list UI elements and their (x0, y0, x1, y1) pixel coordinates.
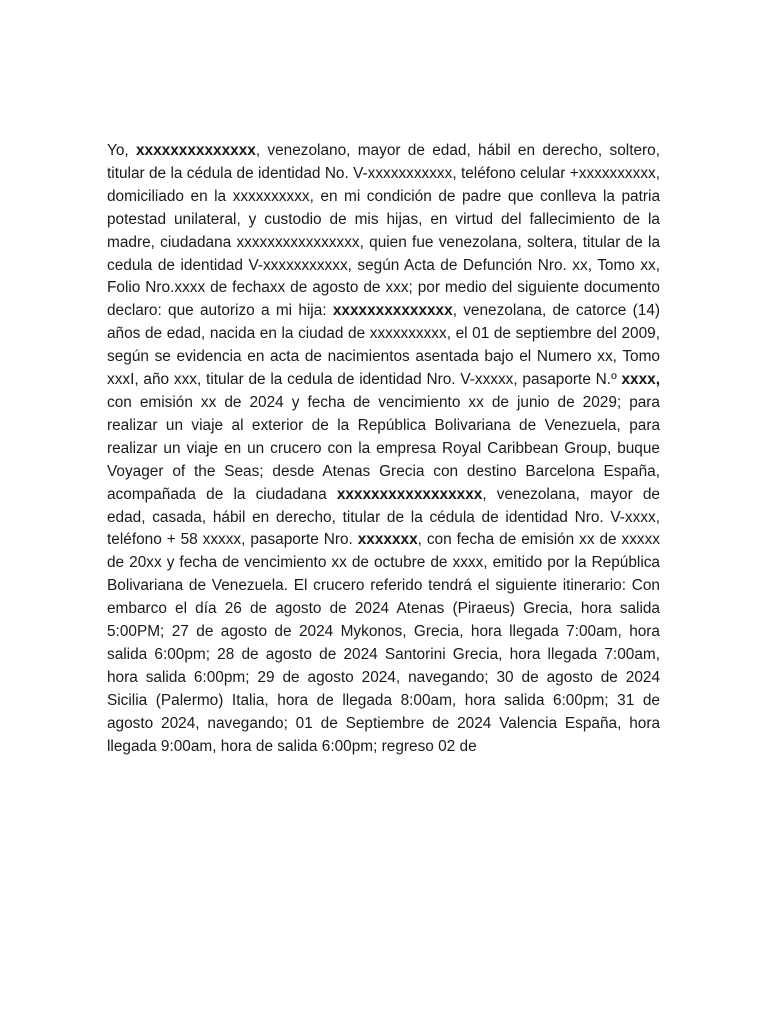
text-segment: con emisión xx de 2024 y fecha de vencimiento xx de junio de 2029; para realizar un viaje al exterior de la República Bolivariana de Venezuela, para realizar un viaje en un crucero con la empresa Royal Caribbean Group, buque Voyager of the Seas; desde Atenas Grecia con destino Barcelona España, acompañada de la ciudadana (107, 393, 660, 503)
authorization-paragraph (107, 140, 660, 758)
text-segment: , venezolana, mayor de edad, casada, hábil en derecho, titular de la cédula de identidad Nro. V-xxxx, teléfono + 58 xxxxx, pasaporte Nro. (107, 485, 660, 549)
text-segment: , venezolano, mayor de edad, hábil en derecho, soltero, titular de la cédula de identidad No. V-xxxxxxxxxxx, teléfono celular +xxxxxxxxxx, domiciliado en la xxxxxxxxxx, en mi condición de padre que conlleva la patria potestad unilateral, y custodio de mis hijas, en virtud del fallecimiento de la madre, ciudadana xxxxxxxxxxxxxxxx, quien fue venezolana, soltera, titular de la cedula de identidad V-xxxxxxxxxxx, según Acta de Defunción Nro. xx, Tomo xx, Folio Nro.xxxx de fechaxx de agosto de xxx; por medio del siguiente documento declaro: que autorizo a mi hija: (107, 142, 660, 320)
text-segment: , con fecha de emisión xx de xxxxx de 20xx y fecha de vencimiento xx de octubre de xxxx, emitido por la República Bolivariana de Venezuela. El crucero referido tendrá el siguiente itinerario: Con embarco el día 26 de agosto de 2024 Atenas (Piraeus) Grecia, hora salida 5:00PM; 27 de agosto de 2024 Mykonos, Grecia, hora llegada 7:00am, hora salida 6:00pm; 28 de agosto de 2024 Santorini Grecia, hora llegada 7:00am, hora salida 6:00pm; 29 de agosto 2024, navegando; 30 de agosto de 2024 Sicilia (Palermo) Italia, hora de llegada 8:00am, hora salida 6:00pm; 31 de agosto 2024, navegando; 01 de Septiembre de 2024 Valencia España, hora llegada 9:00am, hora de salida 6:00pm; regreso 02 de (107, 531, 660, 755)
text-segment: , venezolana, de catorce (14) años de edad, nacida en la ciudad de xxxxxxxxxx, el 01 de septiembre del 2009, según se evidencia en acta de nacimientos asentada bajo el Numero xx, Tomo xxxI, año xxx, titular de la cedula de identidad Nro. V-xxxxx, pasaporte N.º (107, 302, 660, 389)
redacted-passport-number: xxxx, (621, 371, 660, 389)
redacted-parent-name: xxxxxxxxxxxxxx (136, 142, 256, 159)
redacted-companion-passport: xxxxxxx (357, 531, 418, 549)
redacted-companion-name: xxxxxxxxxxxxxxxxx (336, 485, 483, 503)
text-segment: Yo, (107, 142, 136, 159)
redacted-daughter-name: xxxxxxxxxxxxxx (332, 302, 453, 320)
